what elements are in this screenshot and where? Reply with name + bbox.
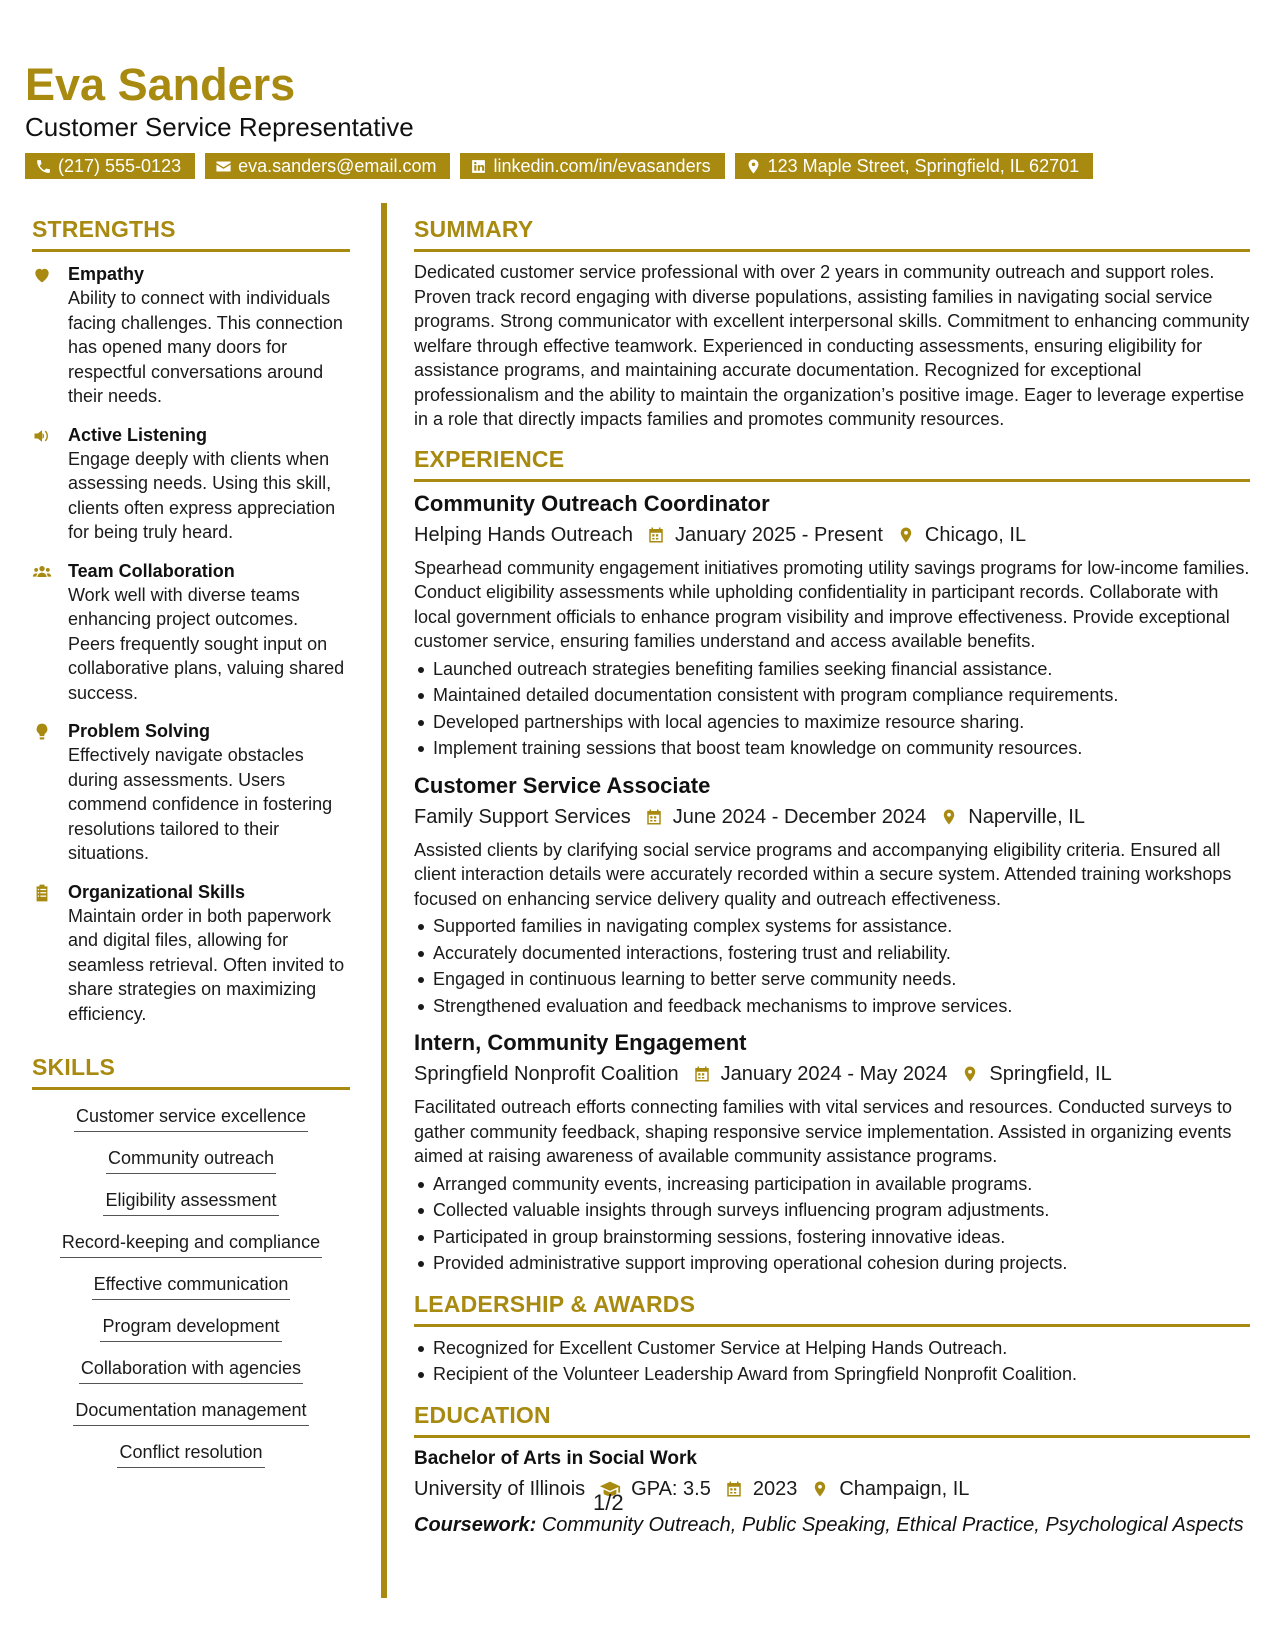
- grad-year: 2023: [752, 1477, 798, 1500]
- bullet-item: Provided administrative support improving operational cohesion during projects.: [414, 1250, 1250, 1277]
- job-dates: January 2024 - May 2024: [720, 1063, 948, 1085]
- lightbulb-icon: [32, 722, 52, 742]
- page-number: 1/2: [593, 1490, 624, 1515]
- skill-item: Collaboration with agencies: [79, 1356, 303, 1384]
- job-title: Community Outreach Coordinator: [414, 490, 770, 516]
- job-entry: [414, 1029, 1250, 1277]
- job-desc: Facilitated outreach efforts connecting families with vital services and resources. Conducted surveys to gather community feedback, shaping responsive service implementation. Assisted in organizing events aimed at raising awareness of available community assistance programs.: [414, 1097, 1233, 1166]
- candidate-title: Customer Service Representative: [25, 112, 414, 142]
- skill-item: Eligibility assessment: [103, 1188, 278, 1216]
- job-location: Chicago, IL: [924, 523, 1027, 546]
- education-heading: EDUCATION: [414, 1402, 1250, 1438]
- strength-desc: Ability to connect with individuals facing challenges. This connection has opened many doors for respectful conversations around their needs.: [68, 288, 343, 406]
- envelope-icon: [215, 158, 232, 175]
- map-pin-icon: [811, 1480, 829, 1498]
- job-bullets: [414, 656, 1250, 762]
- calendar-icon: [647, 526, 665, 544]
- strength-item: [32, 559, 350, 706]
- awards-bullets: [414, 1335, 1250, 1388]
- users-icon: [32, 562, 52, 582]
- job-org: Family Support Services: [414, 805, 631, 828]
- education-section: [414, 1402, 1250, 1540]
- job-title: Customer Service Associate: [414, 772, 711, 798]
- degree: Bachelor of Arts in Social Work: [414, 1447, 697, 1469]
- job-meta: [414, 520, 1250, 550]
- bullet-item: Supported families in navigating complex systems for assistance.: [414, 913, 1250, 940]
- bullet-item: Engaged in continuous learning to better serve community needs.: [414, 966, 1250, 993]
- bullet-item: Launched outreach strategies benefiting families seeking financial assistance.: [414, 656, 1250, 683]
- school: University of Illinois: [414, 1477, 586, 1500]
- strength-item: [32, 262, 350, 409]
- bullet-item: Recipient of the Volunteer Leadership Award from Springfield Nonprofit Coalition.: [414, 1361, 1250, 1388]
- job-org: Helping Hands Outreach: [414, 523, 634, 546]
- summary-heading: SUMMARY: [414, 216, 1250, 252]
- skills-heading: SKILLS: [32, 1054, 350, 1090]
- bullet-item: Collected valuable insights through surveys influencing program adjustments.: [414, 1197, 1250, 1224]
- strength-name: Team Collaboration: [68, 560, 235, 581]
- experience-section: [414, 446, 1250, 1277]
- left-column: [32, 216, 350, 1482]
- address-text: 123 Maple Street, Springfield, IL 62701: [767, 155, 1080, 176]
- skill-item: Documentation management: [73, 1398, 308, 1426]
- phone-text: (217) 555-0123: [58, 155, 182, 176]
- bullet-item: Recognized for Excellent Customer Service at Helping Hands Outreach.: [414, 1335, 1250, 1362]
- strength-name: Problem Solving: [68, 721, 211, 741]
- skill-item: Effective communication: [92, 1272, 291, 1300]
- gpa: GPA: 3.5: [631, 1477, 711, 1500]
- heart-icon: [32, 265, 52, 285]
- calendar-icon: [645, 808, 663, 826]
- clipboard-icon: [32, 883, 52, 903]
- job-desc: Assisted clients by clarifying social service programs and accompanying eligibility criteria. Ensured all client interaction details were accurately recorded within a secure system. Attended training workshops focused on enhancing service delivery quality and outreach effectiveness.: [414, 839, 1232, 909]
- summary-text: Dedicated customer service professional with over 2 years in community outreach and support roles. Proven track record engaging with diverse populations, assisting families in navigating social service programs. Strong communicator with excellent interpersonal skills. Commitment to enhancing community welfare through effective teamwork. Experienced in conducting assessments, ensuring eligibility for assistance programs, and maintaining accurate documentation. Recognized for exceptional professionalism and the ability to maintain the organization’s positive image. Eager to leverage expertise in a role that directly impacts families and promotes community resources.: [414, 262, 1250, 429]
- email-text: eva.sanders@email.com: [238, 155, 437, 176]
- contact-bar: [25, 153, 1093, 179]
- bullet-item: Participated in group brainstorming sessions, fostering innovative ideas.: [414, 1224, 1250, 1251]
- bullet-item: Strengthened evaluation and feedback mechanisms to improve services.: [414, 993, 1250, 1020]
- skill-item: Conflict resolution: [117, 1440, 264, 1468]
- strength-item: [32, 719, 350, 866]
- map-pin-icon: [897, 526, 915, 544]
- job-meta: [414, 1059, 1250, 1089]
- job-entry: [414, 490, 1250, 762]
- map-pin-icon: [961, 1065, 979, 1083]
- volume-icon: [32, 426, 52, 446]
- job-bullets: [414, 1171, 1250, 1277]
- experience-heading: EXPERIENCE: [414, 446, 1250, 482]
- contact-phone[interactable]: [25, 153, 195, 179]
- job-title: Intern, Community Engagement: [414, 1030, 747, 1055]
- skill-item: Program development: [100, 1314, 281, 1342]
- skill-item: Record-keeping and compliance: [60, 1230, 322, 1258]
- strength-item: [32, 880, 350, 1027]
- contact-address: [735, 153, 1094, 179]
- strength-name: Active Listening: [68, 424, 208, 445]
- job-dates: June 2024 - December 2024: [672, 805, 927, 828]
- skills-section: [32, 1054, 350, 1482]
- job-location: Naperville, IL: [968, 805, 1085, 828]
- linkedin-text: linkedin.com/in/evasanders: [493, 155, 711, 176]
- job-location: Springfield, IL: [989, 1063, 1112, 1085]
- job-dates: January 2025 - Present: [675, 523, 883, 546]
- bullet-item: Implement training sessions that boost team knowledge on community resources.: [414, 735, 1250, 762]
- contact-linkedin[interactable]: [460, 153, 724, 179]
- strength-desc: Maintain order in both paperwork and digital files, allowing for seamless retrieval. Often invited to share strategies on maximizing efficiency.: [68, 905, 345, 1024]
- strength-desc: Engage deeply with clients when assessing needs. Using this skill, clients often express appreciation for being truly heard.: [68, 448, 336, 542]
- job-org: Springfield Nonprofit Coalition: [414, 1063, 679, 1085]
- right-column: [414, 216, 1250, 1554]
- phone-icon: [35, 158, 52, 175]
- awards-section: [414, 1291, 1250, 1388]
- calendar-icon: [693, 1065, 711, 1083]
- skill-item: Customer service excellence: [74, 1104, 308, 1132]
- job-desc: Spearhead community engagement initiatives promoting utility savings programs for low-income families. Conduct eligibility assessments while upholding confidentiality in participant records. Collaborate with local government officials to enhance program visibility and improve effectiveness. Provide exceptional customer service, ensuring families understand and access available benefits.: [414, 557, 1250, 651]
- job-meta: [414, 802, 1250, 832]
- strength-desc: Work well with diverse teams enhancing project outcomes. Peers frequently sought input on collaborative plans, valuing shared success.: [68, 584, 345, 703]
- job-entry: [414, 772, 1250, 1020]
- coursework-label: Coursework:: [414, 1513, 537, 1536]
- school-location: Champaign, IL: [839, 1477, 970, 1500]
- coursework: [414, 1510, 1250, 1540]
- strength-name: Organizational Skills: [68, 881, 246, 902]
- strength-desc: Effectively navigate obstacles during assessments. Users commend confidence in fostering resolutions tailored to their situations.: [68, 745, 333, 863]
- map-pin-icon: [940, 808, 958, 826]
- strength-item: [32, 423, 350, 545]
- awards-heading: LEADERSHIP & AWARDS: [414, 1291, 1250, 1327]
- column-divider: [381, 203, 387, 1598]
- map-pin-icon: [745, 158, 762, 175]
- summary-section: [414, 216, 1250, 432]
- calendar-icon: [725, 1480, 743, 1498]
- coursework-list: Community Outreach, Public Speaking, Ethical Practice, Psychological Aspects: [541, 1513, 1244, 1536]
- education-meta: [414, 1474, 1250, 1504]
- candidate-name: Eva Sanders: [25, 59, 296, 110]
- strength-name: Empathy: [68, 264, 145, 284]
- contact-email[interactable]: [205, 153, 450, 179]
- bullet-item: Maintained detailed documentation consistent with program compliance requirements.: [414, 682, 1250, 709]
- bullet-item: Accurately documented interactions, fostering trust and reliability.: [414, 940, 1250, 967]
- skill-item: Community outreach: [106, 1146, 276, 1174]
- bullet-item: Developed partnerships with local agencies to maximize resource sharing.: [414, 709, 1250, 736]
- job-bullets: [414, 913, 1250, 1019]
- linkedin-icon: [470, 158, 487, 175]
- strengths-heading: STRENGTHS: [32, 216, 350, 252]
- bullet-item: Arranged community events, increasing participation in available programs.: [414, 1171, 1250, 1198]
